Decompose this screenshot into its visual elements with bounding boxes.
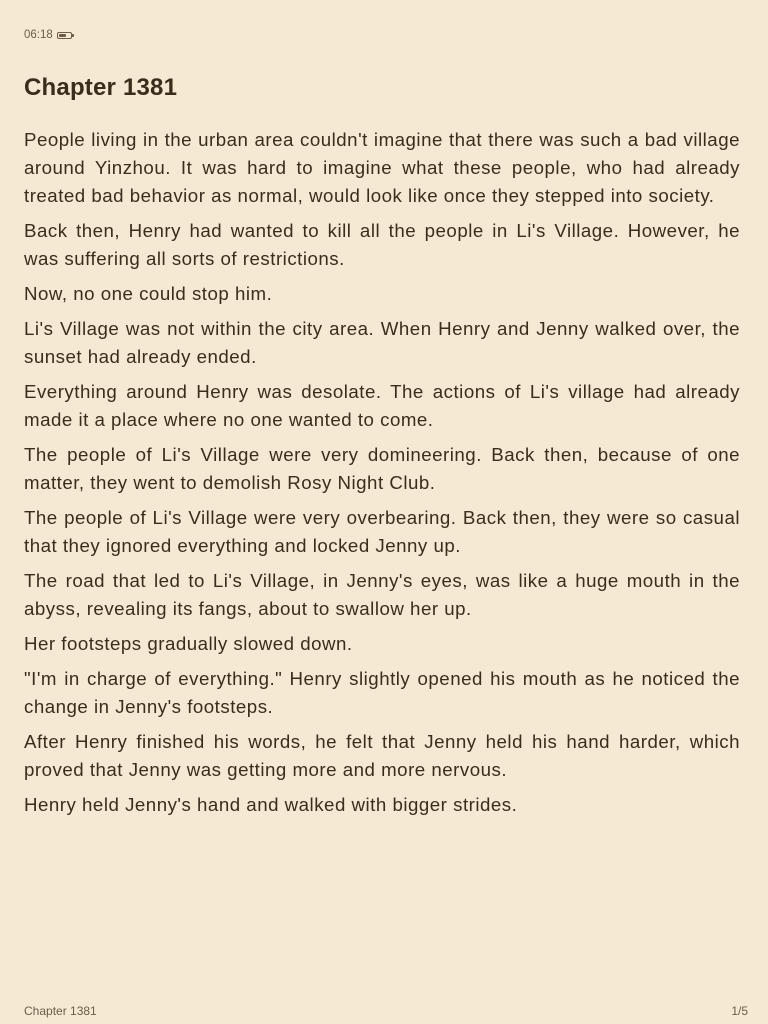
chapter-title: Chapter 1381	[24, 74, 178, 101]
clock-time: 06:18	[24, 29, 53, 41]
paragraph: The road that led to Li's Village, in Jenny's eyes, was like a huge mouth in the abyss, revealing its fangs, about to swallow her up.	[24, 570, 740, 619]
battery-icon	[57, 32, 72, 39]
battery-level	[59, 34, 66, 37]
paragraph: The people of Li's Village were very domineering. Back then, because of one matter, they went to demolish Rosy Night Club.	[24, 444, 740, 493]
page-indicator: 1/5	[731, 1004, 748, 1018]
reader-footer	[24, 1004, 748, 1018]
paragraph: After Henry finished his words, he felt that Jenny held his hand harder, which proved that Jenny was getting more and more nervous.	[24, 731, 740, 780]
paragraph: Henry held Jenny's hand and walked with bigger strides.	[24, 794, 518, 815]
paragraph: Li's Village was not within the city area. When Henry and Jenny walked over, the sunset had already ended.	[24, 318, 740, 367]
paragraph: Back then, Henry had wanted to kill all the people in Li's Village. However, he was suffering all sorts of restrictions.	[24, 220, 740, 269]
status-bar	[24, 27, 72, 43]
paragraph: People living in the urban area couldn't imagine that there was such a bad village around Yinzhou. It was hard to imagine what these people, who had already treated bad behavior as normal, would look like once they stepped into society.	[24, 129, 740, 206]
footer-chapter-label: Chapter 1381	[24, 1004, 97, 1018]
paragraph: "I'm in charge of everything." Henry slightly opened his mouth as he noticed the change in Jenny's footsteps.	[24, 668, 740, 717]
paragraph: Now, no one could stop him.	[24, 283, 273, 304]
paragraph: Her footsteps gradually slowed down.	[24, 633, 353, 654]
paragraph: The people of Li's Village were very overbearing. Back then, they were so casual that they ignored everything and locked Jenny up.	[24, 507, 740, 556]
chapter-content[interactable]	[24, 126, 740, 826]
paragraph: Everything around Henry was desolate. The actions of Li's village had already made it a place where no one wanted to come.	[24, 381, 740, 430]
